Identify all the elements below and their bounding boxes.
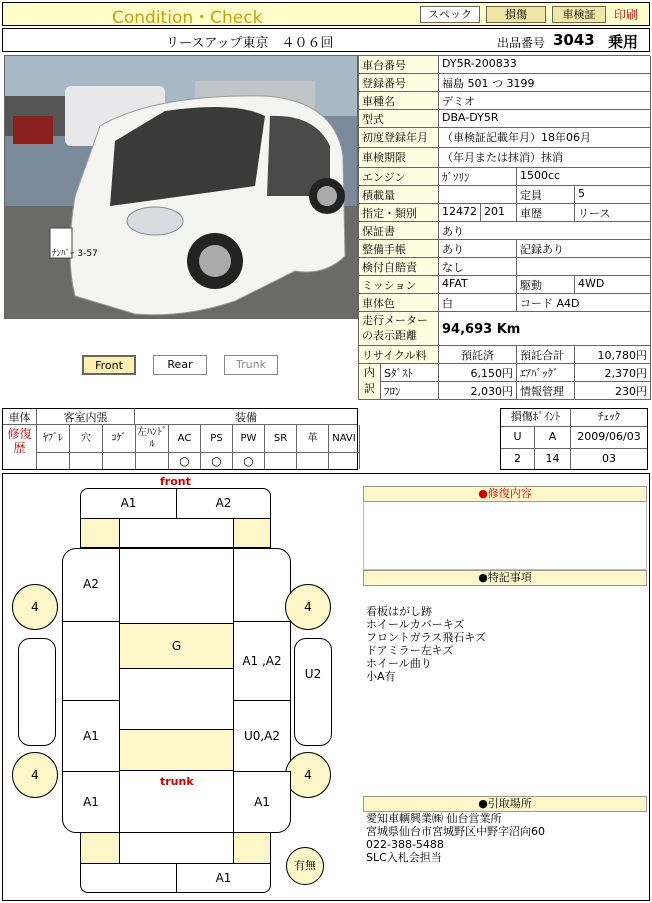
equip-col-header: 革 <box>297 425 329 453</box>
part-taillight-right <box>233 832 271 864</box>
chassis-label: 車台番号 <box>359 56 439 74</box>
mission-value: 4FAT <box>439 276 517 294</box>
record-value: 記録あり <box>517 240 651 258</box>
equip-col-mark: ○ <box>169 453 201 469</box>
trunk-label: trunk <box>160 775 194 788</box>
damage-table <box>500 408 648 470</box>
certificate-button[interactable]: 車検証 <box>552 6 606 23</box>
equip-col-mark <box>70 453 103 469</box>
class-2: 201 <box>481 204 517 222</box>
history-value: リース <box>575 204 651 222</box>
special-note-item: ドアミラー左キズ <box>366 644 454 657</box>
fron-value: 2,030円 <box>439 382 517 400</box>
part-headlight-right <box>233 518 271 548</box>
color-code: コード A4D <box>517 294 651 312</box>
equip-col-mark <box>37 453 70 469</box>
front-label: front <box>160 475 191 488</box>
pickup-line: SLC入札会担当 <box>366 851 442 864</box>
model-value: DBA-DY5R <box>439 110 651 128</box>
pickup-info <box>366 812 646 864</box>
spare-tire-label: 有無 <box>294 859 316 872</box>
model-label: 型式 <box>359 110 439 128</box>
part-hood: G <box>119 623 234 669</box>
body-label: 車体 <box>3 409 37 425</box>
pickup-line: 宮城県仙台市宮城野区中野字沼向60 <box>366 825 545 838</box>
part-door-rear-left: A1 <box>62 700 120 772</box>
repair-history-label: 修復歴 <box>3 425 37 469</box>
equip-label: 装備 <box>135 409 357 425</box>
tab-rear[interactable]: Rear <box>153 355 207 375</box>
equip-col-mark <box>297 453 329 469</box>
seats-label: 定員 <box>517 186 575 204</box>
equip-col-header: 左ﾊﾝﾄﾞﾙ <box>136 425 169 453</box>
recycle-label: リサイクル料 <box>359 346 439 364</box>
load-label: 積載量 <box>359 186 439 204</box>
equip-col-header: AC <box>169 425 201 453</box>
pickup-line: 022-388-5488 <box>366 838 444 851</box>
engine-label: エンジン <box>359 168 439 186</box>
inspect-label: 車検期限 <box>359 148 439 168</box>
part-front-bumper-left: A1 <box>80 488 177 519</box>
manual-label: 整備手帳 <box>359 240 439 258</box>
part-rear-glass <box>119 729 234 771</box>
part-headlight-left <box>80 518 120 548</box>
repair-title-text: ●修復内容 <box>478 487 532 500</box>
tire-rear-right: 4 <box>285 752 331 798</box>
check-label: ﾁｪｯｸ <box>571 409 647 427</box>
special-notes <box>366 605 646 683</box>
damage-cell: 03 <box>602 452 616 465</box>
airbag-label: ｴｱﾊﾞｯｸﾞ <box>517 364 575 382</box>
self-value: なし <box>439 258 517 276</box>
equip-col-header: SR <box>265 425 297 453</box>
category: 乗用 <box>608 33 639 51</box>
mileage-value: 94,693 Km <box>439 312 651 346</box>
auction-name: リースアップ東京 ４０６回 <box>166 36 334 51</box>
mileage-label: 走行メーター の表示距離 <box>359 312 439 346</box>
equip-col-mark <box>103 453 136 469</box>
first-reg-label: 初度登録年月 <box>359 128 439 148</box>
part-quarter-right: A1 <box>233 771 291 833</box>
part-front-bumper-right: A2 <box>176 488 271 519</box>
tab-front[interactable]: Front <box>82 355 136 375</box>
damage-cell: 2 <box>501 449 535 469</box>
special-note-item: ホイールカバーキズ <box>366 618 465 631</box>
part-rear-panel <box>119 832 234 864</box>
points-label: 損傷ﾎﾟｲﾝﾄ <box>501 409 571 427</box>
info-label: 情報管理 <box>517 382 575 400</box>
reg-number: 福島 501 つ 3199 <box>439 74 651 92</box>
part-door-front-left <box>62 621 120 701</box>
tire-front-right: 4 <box>285 584 331 630</box>
seats-value: 5 <box>575 186 651 204</box>
recycle-status: 預託済 <box>439 346 517 364</box>
part-side-left <box>18 638 56 746</box>
drive-label: 駆動 <box>517 276 575 294</box>
color-label: 車体色 <box>359 294 439 312</box>
reg-label: 登録番号 <box>359 74 439 92</box>
name-label: 車種名 <box>359 92 439 110</box>
spec-button[interactable]: スペック <box>420 6 480 23</box>
damage-cell: U <box>501 427 535 449</box>
part-fender-right <box>233 548 291 622</box>
deposit-value: 10,780円 <box>575 346 651 364</box>
equip-col-mark: ○ <box>201 453 233 469</box>
spare-tire <box>286 847 324 885</box>
warranty-value: あり <box>439 222 651 240</box>
cc-value: 1500cc <box>517 168 651 186</box>
spec-table <box>358 55 650 400</box>
fron-label: ﾌﾛﾝ <box>381 382 439 400</box>
self-extra <box>517 258 651 276</box>
damage-cell: 14 <box>535 449 571 469</box>
equip-col-header: ｺｹﾞ <box>103 425 136 453</box>
part-rear-bumper-left <box>80 863 177 893</box>
special-title: ●特記事項 <box>363 570 647 586</box>
repair-box <box>363 502 647 570</box>
color-value: 白 <box>439 294 517 312</box>
part-door-front-right: A1 ,A2 <box>233 621 291 701</box>
damage-button[interactable]: 損傷 <box>486 6 546 23</box>
car-name: デミオ <box>439 92 651 110</box>
load-value <box>439 186 517 204</box>
part-rear-bumper-right: A1 <box>176 863 271 893</box>
tire-rear-left: 4 <box>12 752 58 798</box>
manual-value: あり <box>439 240 517 258</box>
special-note-item: ホイール曲り <box>366 657 432 670</box>
breakdown-label: 内訳 <box>359 364 381 400</box>
equip-col-header: NAVI <box>329 425 360 453</box>
airbag-value: 2,370円 <box>575 364 651 382</box>
equip-col-header: 穴 <box>70 425 103 453</box>
fuel-value: ｶﾞｿﾘﾝ <box>439 168 517 186</box>
equip-col-header: PS <box>201 425 233 453</box>
equip-col-mark <box>265 453 297 469</box>
pickup-title: ●引取場所 <box>363 796 647 812</box>
inspect-value: （年月または抹消）抹消 <box>439 148 651 168</box>
lot-label: 出品番号 <box>497 36 546 50</box>
page-title: Condition・Check <box>112 8 263 28</box>
chassis-number: DY5R-200833 <box>439 56 651 74</box>
deposit-label: 預託合計 <box>517 346 575 364</box>
car-photo <box>4 55 358 319</box>
first-reg-value: （車検証記載年月）18年06月 <box>439 128 651 148</box>
equip-col-header: PW <box>233 425 265 453</box>
pickup-line: 愛知車輌興業㈱ 仙台営業所 <box>366 812 502 825</box>
interior-label: 客室内張 <box>37 409 135 425</box>
damage-cell: A <box>535 427 571 449</box>
special-note-item: 看板はがし跡 <box>366 605 432 618</box>
drive-value: 4WD <box>575 276 651 294</box>
class-label: 指定・類別 <box>359 204 439 222</box>
part-roof <box>119 668 234 730</box>
warranty-label: 保証書 <box>359 222 439 240</box>
part-taillight-left <box>80 832 120 864</box>
info-value: 230円 <box>575 382 651 400</box>
equip-col-header: ﾔﾌﾞﾚ <box>37 425 70 453</box>
tire-front-left: 4 <box>12 584 58 630</box>
equipment-table <box>2 408 358 470</box>
repair-title <box>363 486 647 502</box>
special-note-item: フロントガラス飛石キズ <box>366 631 487 644</box>
class-1: 12472 <box>439 204 481 222</box>
part-hood-upper <box>119 548 234 624</box>
part-quarter-left: A1 <box>62 771 120 833</box>
part-front-panel <box>119 518 234 548</box>
tab-trunk[interactable]: Trunk <box>224 355 278 375</box>
self-label: 検付自賠責 <box>359 258 439 276</box>
lot-number: 3043 <box>553 31 595 49</box>
part-door-rear-right: U0,A2 <box>233 700 291 772</box>
license-plate: ﾅﾝﾊﾞｰ 3‑57 <box>52 249 98 259</box>
equip-col-mark: ○ <box>233 453 265 469</box>
mission-label: ミッション <box>359 276 439 294</box>
part-side-right: U2 <box>294 638 332 746</box>
equip-col-mark <box>136 453 169 469</box>
damage-cell: 2009/06/03 <box>571 427 647 449</box>
sd-value: 6,150円 <box>439 364 517 382</box>
sd-label: Sﾀﾞｽﾄ <box>381 364 439 382</box>
part-fender-left: A2 <box>62 548 120 622</box>
history-label: 車歴 <box>517 204 575 222</box>
print-button[interactable]: 印刷 <box>614 8 639 22</box>
special-note-item: 小A有 <box>366 670 396 683</box>
equip-col-mark <box>329 453 360 469</box>
